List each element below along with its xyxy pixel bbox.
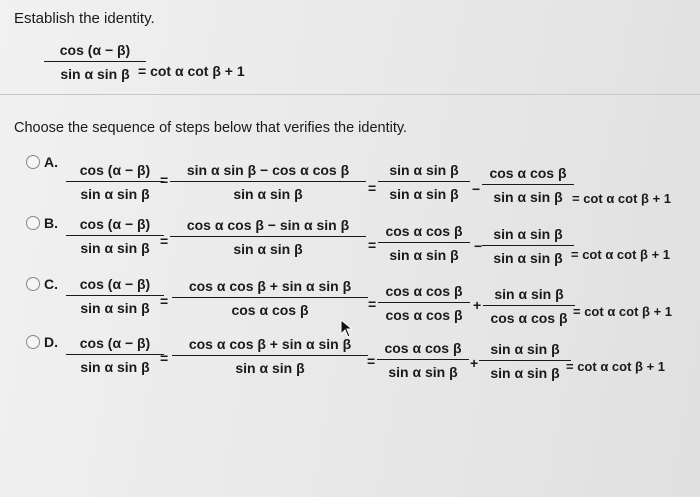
option-c-step3b-denominator: cos α cos β	[483, 305, 575, 326]
option-a-radio[interactable]	[26, 155, 40, 169]
option-b-radio[interactable]	[26, 216, 40, 230]
option-a-step3b	[482, 165, 574, 205]
option-a-step2	[170, 162, 366, 202]
option-b-step3a-denominator: sin α sin β	[378, 242, 470, 263]
option-a-step3a-denominator: sin α sin β	[378, 181, 470, 202]
option-c-lhs-numerator: cos (α − β)	[79, 276, 151, 292]
option-b-step2-numerator: cos α cos β − sin α sin β	[186, 217, 350, 233]
option-c-step3a	[378, 283, 470, 323]
option-b-step3b	[482, 226, 574, 266]
option-c-lhs-denominator: sin α sin β	[66, 295, 164, 316]
option-b-step3a	[378, 223, 470, 263]
identity-lhs-numerator: cos (α − β)	[59, 42, 131, 58]
option-d-equals-1: =	[160, 350, 169, 366]
option-a-step2-numerator: sin α sin β − cos α cos β	[186, 162, 350, 178]
option-d-letter: D.	[44, 334, 58, 350]
question-title: Establish the identity.	[14, 10, 155, 27]
option-b-operator: −	[474, 238, 483, 254]
option-b-equals-2: =	[368, 237, 377, 253]
option-d-lhs-numerator: cos (α − β)	[79, 335, 151, 351]
option-c-step3a-denominator: cos α cos β	[378, 302, 470, 323]
option-c-result: = cot α cot β + 1	[573, 304, 673, 319]
option-b-lhs-denominator: sin α sin β	[66, 235, 164, 256]
option-a-step3a-numerator: sin α sin β	[389, 162, 459, 178]
option-d-lhs	[66, 335, 164, 375]
option-c-step2-numerator: cos α cos β + sin α sin β	[188, 278, 352, 294]
option-b-letter: B.	[44, 215, 58, 231]
option-a-equals-2: =	[368, 180, 377, 196]
option-c-step3a-numerator: cos α cos β	[385, 283, 463, 299]
option-b-step3b-denominator: sin α sin β	[482, 245, 574, 266]
option-b-step3b-numerator: sin α sin β	[493, 226, 563, 242]
option-a-operator: −	[472, 181, 481, 197]
option-c-operator: +	[473, 297, 482, 313]
option-d-lhs-denominator: sin α sin β	[66, 354, 164, 375]
option-b-result: = cot α cot β + 1	[571, 247, 671, 262]
option-a-step3b-denominator: sin α sin β	[482, 184, 574, 205]
option-b-lhs	[66, 216, 164, 256]
option-c-radio[interactable]	[26, 277, 40, 291]
option-a-step2-denominator: sin α sin β	[170, 181, 366, 202]
option-b-step2-denominator: sin α sin β	[170, 236, 366, 257]
option-d-operator: +	[470, 355, 479, 371]
section-divider	[0, 94, 700, 95]
option-a-lhs	[66, 162, 164, 202]
option-d-step3a-numerator: cos α cos β	[384, 340, 462, 356]
option-d-step2-denominator: sin α sin β	[172, 355, 368, 376]
option-b-equals-1: =	[160, 233, 169, 249]
option-d-equals-2: =	[367, 353, 376, 369]
option-a-lhs-numerator: cos (α − β)	[79, 162, 151, 178]
option-c-equals-1: =	[160, 293, 169, 309]
option-d-step3b	[479, 341, 571, 381]
option-d-step3b-numerator: sin α sin β	[490, 341, 560, 357]
mouse-pointer-icon	[340, 319, 356, 339]
identity-lhs-fraction	[44, 42, 146, 82]
option-a-step3a	[378, 162, 470, 202]
option-b-step3a-numerator: cos α cos β	[385, 223, 463, 239]
option-d-result: = cot α cot β + 1	[566, 359, 666, 374]
option-d-radio[interactable]	[26, 335, 40, 349]
option-c-letter: C.	[44, 276, 58, 292]
option-d-step3a-denominator: sin α sin β	[377, 359, 469, 380]
option-a-step3b-numerator: cos α cos β	[489, 165, 567, 181]
option-b-step2	[170, 217, 366, 257]
identity-rhs: = cot α cot β + 1	[138, 63, 245, 79]
option-d-step3b-denominator: sin α sin β	[479, 360, 571, 381]
option-a-equals-1: =	[160, 172, 169, 188]
option-b-lhs-numerator: cos (α − β)	[79, 216, 151, 232]
option-c-equals-2: =	[368, 296, 377, 312]
option-a-lhs-denominator: sin α sin β	[66, 181, 164, 202]
option-a-letter: A.	[44, 154, 58, 170]
option-d-step2	[172, 336, 368, 376]
option-d-step3a	[377, 340, 469, 380]
option-c-lhs	[66, 276, 164, 316]
question-prompt: Choose the sequence of steps below that verifies the identity.	[14, 120, 408, 136]
option-c-step3b-numerator: sin α sin β	[494, 286, 564, 302]
identity-lhs-denominator: sin α sin β	[44, 61, 146, 82]
option-d-step2-numerator: cos α cos β + sin α sin β	[188, 336, 352, 352]
option-a-result: = cot α cot β + 1	[572, 191, 672, 206]
option-c-step3b	[483, 286, 575, 326]
option-c-step2-denominator: cos α cos β	[172, 297, 368, 318]
option-c-step2	[172, 278, 368, 318]
